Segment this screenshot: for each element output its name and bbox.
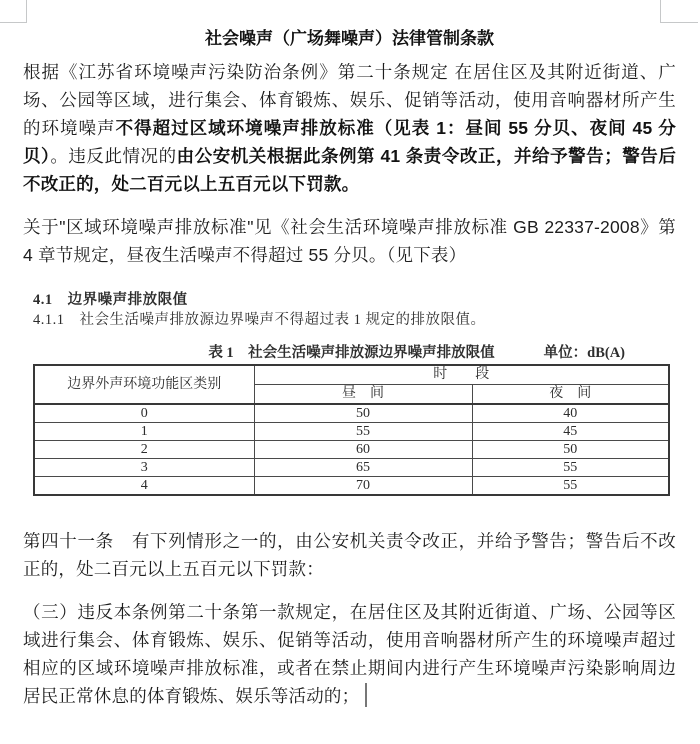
paragraph-item-three[interactable] bbox=[23, 598, 676, 710]
standard-section-heading: 4.1 边界噪声排放限值 bbox=[33, 292, 188, 308]
text-run: （三）违反本条例第二十条第一款规定，在居住区及其附近街道、广场、公园等区域进行集会、体育锻炼、娱乐、促销等活动，使用音响器材所产生的环境噪声超过相应的区域环境噪声排放标准，或者在禁止期间内进行产生环境噪声污染影响周边居民正常休息的体育锻炼、娱乐等活动的； bbox=[23, 602, 676, 706]
table-header bbox=[34, 365, 669, 404]
table-cell: 60 bbox=[254, 441, 472, 459]
noise-limit-table bbox=[33, 364, 670, 496]
table-cell: 55 bbox=[254, 423, 472, 441]
table-data-row bbox=[34, 459, 669, 477]
column-header-function-zone: 边界外声环境功能区类别 bbox=[34, 365, 254, 404]
text-cursor bbox=[365, 683, 367, 707]
standard-clause-4-1-1: 4.1.1 社会生活噪声排放源边界噪声不得超过表 1 规定的排放限值。 bbox=[33, 312, 486, 328]
text-run: 第四十一条 有下列情形之一的，由公安机关责令改正，并给予警告；警告后不改正的，处二百元以上五百元以下罚款： bbox=[23, 531, 676, 579]
table-header-row bbox=[34, 365, 669, 385]
table-body bbox=[34, 404, 669, 495]
table-data-row bbox=[34, 404, 669, 423]
text-run: 根据《江苏省环境噪声污染防治条例》第二十条规定 在居住区及其附近街道、广场、公园等区域，进行集会、体育锻炼、娱乐、促销等活动，使用音响器材所产生的环境噪声 bbox=[23, 62, 676, 138]
document-text-area[interactable] bbox=[23, 0, 676, 710]
table-cell: 50 bbox=[254, 404, 472, 423]
column-header-nighttime: 夜 间 bbox=[472, 385, 669, 405]
paragraph-article-41[interactable] bbox=[23, 527, 676, 583]
column-group-header-time-period: 时 段 bbox=[254, 365, 669, 385]
table-cell: 40 bbox=[472, 404, 669, 423]
text-run: 关于"区域环境噪声排放标准"见《社会生活环境噪声排放标准 GB 22337-2008》第 4 章节规定，昼夜生活噪声不得超过 55 分贝。（见下表） bbox=[23, 217, 676, 265]
table-cell: 70 bbox=[254, 477, 472, 496]
table-data-row bbox=[34, 441, 669, 459]
document-title: 社会噪声（广场舞噪声）法律管制条款 bbox=[205, 29, 494, 48]
table-data-row bbox=[34, 423, 669, 441]
column-header-daytime: 昼 间 bbox=[254, 385, 472, 405]
table-cell: 55 bbox=[472, 477, 669, 496]
table-cell: 1 bbox=[34, 423, 254, 441]
embedded-standard-scan bbox=[33, 291, 670, 496]
table-caption-title: 表 1 社会生活噪声排放源边界噪声排放限值 bbox=[208, 345, 495, 361]
paragraph-regulation-article-20[interactable] bbox=[23, 58, 676, 198]
table-cell: 50 bbox=[472, 441, 669, 459]
bold-text-run: 不得超过区域环境噪声排放标准（见表 1：昼间 55 分贝、夜间 45 分贝） bbox=[23, 118, 677, 166]
table-caption-unit: 单位：dB(A) bbox=[543, 345, 625, 361]
table-cell: 3 bbox=[34, 459, 254, 477]
table-cell: 55 bbox=[472, 459, 669, 477]
paragraph-standard-reference[interactable] bbox=[23, 213, 676, 269]
table-cell: 2 bbox=[34, 441, 254, 459]
table-cell: 45 bbox=[472, 423, 669, 441]
table-data-row bbox=[34, 477, 669, 496]
table-cell: 4 bbox=[34, 477, 254, 496]
table-cell: 0 bbox=[34, 404, 254, 423]
text-run: 。违反此情况的 bbox=[50, 146, 177, 166]
table-caption bbox=[33, 345, 670, 361]
table-cell: 65 bbox=[254, 459, 472, 477]
bold-text-run: 由公安机关根据此条例第 41 条责令改正，并给予警告；警告后不改正的，处二百元以上五百元以下罚款。 bbox=[23, 146, 677, 194]
